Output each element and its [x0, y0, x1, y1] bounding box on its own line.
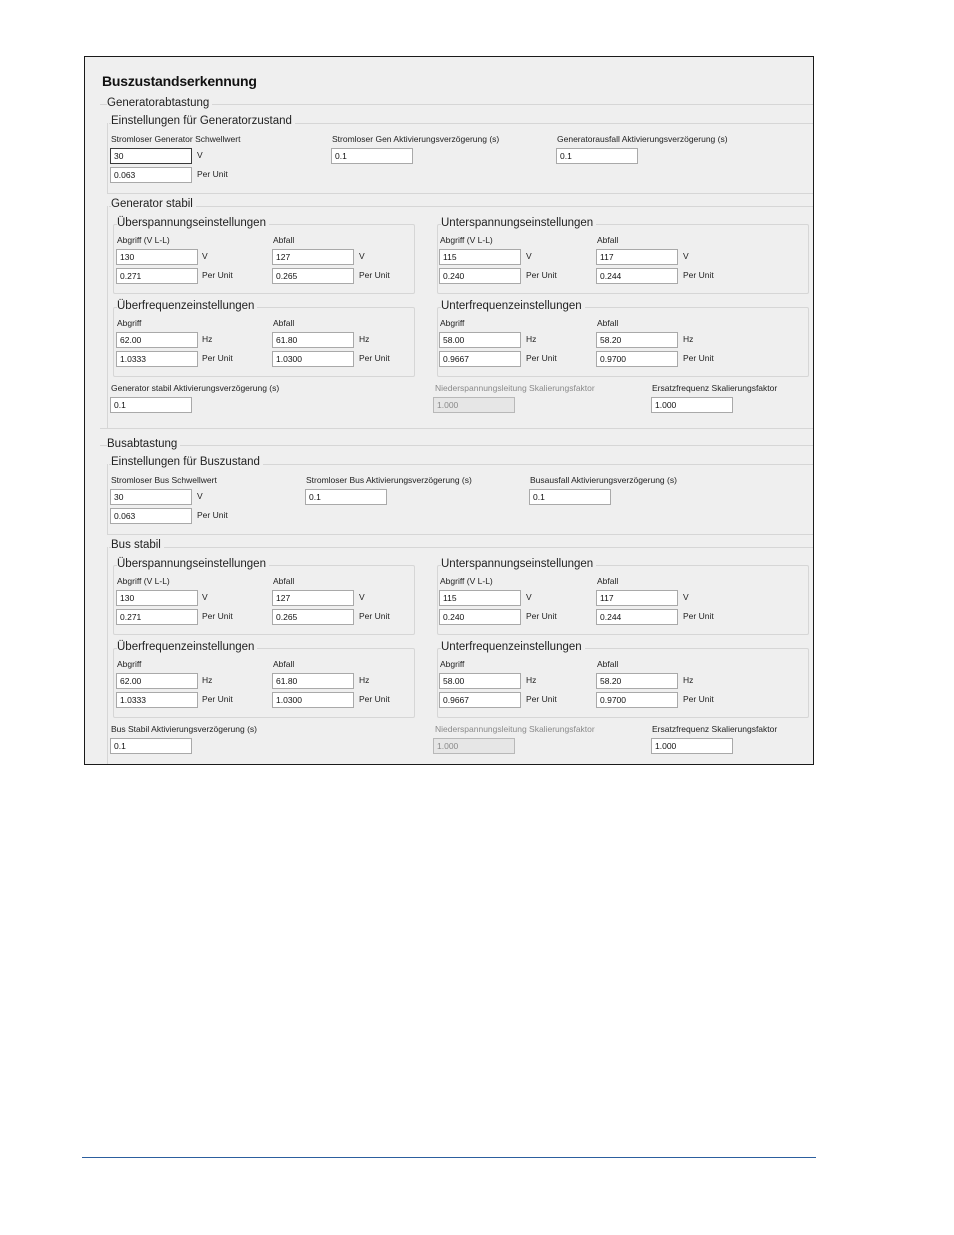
unit-v: V: [202, 251, 208, 261]
dropout-label: Abfall: [597, 318, 619, 328]
bus-uv-dropout-v-input[interactable]: [596, 590, 678, 606]
generator-uv-pickup-v-input[interactable]: [439, 249, 521, 265]
bus-alt-freq-scale-label: Ersatzfrequenz Skalierungsfaktor: [652, 724, 778, 734]
bus-low-line-scale-input: [433, 738, 515, 754]
unit-per-unit: Per Unit: [526, 694, 557, 704]
generator-ov-pickup-pu-input[interactable]: [116, 268, 198, 284]
dropout-label: Abfall: [273, 576, 295, 586]
bus-section-rule: [100, 445, 813, 446]
bus-dead-activation-delay-input[interactable]: [305, 489, 387, 505]
unit-hz: Hz: [202, 334, 213, 344]
unit-per-unit: Per Unit: [202, 270, 233, 280]
bus-uf-pickup-pu-input[interactable]: [439, 692, 521, 708]
unit-per-unit: Per Unit: [683, 270, 714, 280]
generator-failed-delay-label: Generatorausfall Aktivierungsverzögerung (s): [557, 134, 728, 144]
generator-stable-group-rule: [109, 206, 813, 207]
dropout-label: Abfall: [597, 659, 619, 669]
unit-per-unit: Per Unit: [359, 611, 390, 621]
unit-v: V: [197, 491, 203, 501]
bus-low-line-scale-label: Niederspannungsleitung Skalierungsfaktor: [435, 724, 595, 734]
bus-of-pickup-hz-input[interactable]: [116, 673, 198, 689]
generator-failed-delay-input[interactable]: [556, 148, 638, 164]
bus-alt-freq-scale-input[interactable]: [651, 738, 733, 754]
generator-dead-threshold-v-input[interactable]: [110, 148, 192, 164]
generator-ov-dropout-v-input[interactable]: [272, 249, 354, 265]
bus-dead-group-bottom: [107, 534, 813, 535]
unit-per-unit: Per Unit: [683, 353, 714, 363]
unit-v: V: [197, 150, 203, 160]
generator-dead-activation-delay-input[interactable]: [331, 148, 413, 164]
unit-hz: Hz: [683, 334, 694, 344]
bus-uv-pickup-v-input[interactable]: [439, 590, 521, 606]
bus-dead-threshold-label: Stromloser Bus Schwellwert: [111, 475, 217, 485]
bus-of-pickup-pu-input[interactable]: [116, 692, 198, 708]
unit-per-unit: Per Unit: [202, 611, 233, 621]
dropout-label: Abfall: [273, 318, 295, 328]
generator-uf-dropout-hz-input[interactable]: [596, 332, 678, 348]
unit-per-unit: Per Unit: [359, 353, 390, 363]
generator-alt-freq-scale-input[interactable]: [651, 397, 733, 413]
bus-ov-dropout-v-input[interactable]: [272, 590, 354, 606]
generator-uf-pickup-pu-input[interactable]: [439, 351, 521, 367]
bus-stable-group-border: [107, 547, 108, 765]
bus-stable-group-label: Bus stabil: [111, 539, 164, 551]
generator-dead-group-bottom: [107, 193, 813, 194]
unit-per-unit: Per Unit: [202, 353, 233, 363]
bus-of-dropout-hz-input[interactable]: [272, 673, 354, 689]
bus-ov-dropout-pu-input[interactable]: [272, 609, 354, 625]
bus-dead-activation-delay-label: Stromloser Bus Aktivierungsverzögerung (s): [306, 475, 472, 485]
pickup-label: Abgriff: [117, 659, 142, 669]
pickup-label: Abgriff (V L-L): [117, 576, 170, 586]
bus-uf-pickup-hz-input[interactable]: [439, 673, 521, 689]
bus-underfrequency-label: Unterfrequenzeinstellungen: [441, 641, 585, 653]
bus-uv-pickup-pu-input[interactable]: [439, 609, 521, 625]
generator-dead-group-label: Einstellungen für Generatorzustand: [111, 115, 295, 127]
generator-dead-threshold-label: Stromloser Generator Schwellwert: [111, 134, 241, 144]
unit-per-unit: Per Unit: [526, 270, 557, 280]
generator-stable-group-border: [107, 206, 108, 429]
generator-undervoltage-label: Unterspannungseinstellungen: [441, 217, 596, 229]
pickup-label: Abgriff: [440, 659, 465, 669]
unit-hz: Hz: [526, 334, 537, 344]
footer-rule: [82, 1157, 816, 1158]
bus-dead-group-label: Einstellungen für Buszustand: [111, 456, 263, 468]
unit-v: V: [526, 251, 532, 261]
unit-hz: Hz: [202, 675, 213, 685]
generator-low-line-scale-label: Niederspannungsleitung Skalierungsfaktor: [435, 383, 595, 393]
unit-hz: Hz: [359, 334, 370, 344]
unit-v: V: [202, 592, 208, 602]
bus-dead-group-border: [107, 464, 108, 534]
generator-dead-activation-delay-label: Stromloser Gen Aktivierungsverzögerung (s): [332, 134, 500, 144]
unit-per-unit: Per Unit: [359, 270, 390, 280]
pickup-label: Abgriff: [440, 318, 465, 328]
generator-section-label: Generatorabtastung: [107, 97, 212, 109]
bus-condition-detection-panel: [84, 56, 814, 765]
unit-per-unit: Per Unit: [359, 694, 390, 704]
bus-uf-dropout-hz-input[interactable]: [596, 673, 678, 689]
dropout-label: Abfall: [597, 576, 619, 586]
unit-per-unit: Per Unit: [197, 510, 228, 520]
dropout-label: Abfall: [597, 235, 619, 245]
unit-v: V: [683, 251, 689, 261]
unit-v: V: [359, 592, 365, 602]
bus-of-dropout-pu-input[interactable]: [272, 692, 354, 708]
generator-stable-group-label: Generator stabil: [111, 198, 196, 210]
bus-overfrequency-label: Überfrequenzeinstellungen: [117, 641, 257, 653]
dropout-label: Abfall: [273, 659, 295, 669]
pickup-label: Abgriff (V L-L): [440, 235, 493, 245]
generator-underfrequency-label: Unterfrequenzeinstellungen: [441, 300, 585, 312]
bus-ov-pickup-pu-input[interactable]: [116, 609, 198, 625]
unit-v: V: [526, 592, 532, 602]
bus-failed-delay-input[interactable]: [529, 489, 611, 505]
generator-dead-group-border: [107, 123, 108, 193]
bus-undervoltage-label: Unterspannungseinstellungen: [441, 558, 596, 570]
pickup-label: Abgriff (V L-L): [117, 235, 170, 245]
unit-per-unit: Per Unit: [197, 169, 228, 179]
generator-of-dropout-pu-input[interactable]: [272, 351, 354, 367]
bus-stable-delay-input[interactable]: [110, 738, 192, 754]
bus-ov-pickup-v-input[interactable]: [116, 590, 198, 606]
bus-stable-group-rule: [109, 547, 813, 548]
generator-uf-dropout-pu-input[interactable]: [596, 351, 678, 367]
generator-dead-threshold-pu-input[interactable]: [110, 167, 192, 183]
bus-overvoltage-label: Überspannungseinstellungen: [117, 558, 269, 570]
bus-stable-delay-label: Bus Stabil Aktivierungsverzögerung (s): [111, 724, 257, 734]
dropout-label: Abfall: [273, 235, 295, 245]
bus-section-label: Busabtastung: [107, 438, 180, 450]
unit-per-unit: Per Unit: [683, 694, 714, 704]
generator-ov-dropout-pu-input[interactable]: [272, 268, 354, 284]
generator-uv-pickup-pu-input[interactable]: [439, 268, 521, 284]
unit-v: V: [683, 592, 689, 602]
pickup-label: Abgriff: [117, 318, 142, 328]
generator-ov-pickup-v-input[interactable]: [116, 249, 198, 265]
generator-overfrequency-label: Überfrequenzeinstellungen: [117, 300, 257, 312]
pickup-label: Abgriff (V L-L): [440, 576, 493, 586]
unit-hz: Hz: [526, 675, 537, 685]
unit-hz: Hz: [359, 675, 370, 685]
unit-per-unit: Per Unit: [202, 694, 233, 704]
generator-of-pickup-pu-input[interactable]: [116, 351, 198, 367]
page-title: Buszustandserkennung: [102, 73, 257, 89]
bus-uf-dropout-pu-input[interactable]: [596, 692, 678, 708]
unit-per-unit: Per Unit: [526, 611, 557, 621]
generator-section-bottom: [100, 428, 813, 429]
unit-v: V: [359, 251, 365, 261]
bus-failed-delay-label: Busausfall Aktivierungsverzögerung (s): [530, 475, 677, 485]
bus-uv-dropout-pu-input[interactable]: [596, 609, 678, 625]
generator-alt-freq-scale-label: Ersatzfrequenz Skalierungsfaktor: [652, 383, 778, 393]
generator-stable-delay-input[interactable]: [110, 397, 192, 413]
generator-of-pickup-hz-input[interactable]: [116, 332, 198, 348]
generator-of-dropout-hz-input[interactable]: [272, 332, 354, 348]
generator-uv-dropout-v-input[interactable]: [596, 249, 678, 265]
generator-uv-dropout-pu-input[interactable]: [596, 268, 678, 284]
generator-uf-pickup-hz-input[interactable]: [439, 332, 521, 348]
unit-hz: Hz: [683, 675, 694, 685]
unit-per-unit: Per Unit: [683, 611, 714, 621]
unit-per-unit: Per Unit: [526, 353, 557, 363]
generator-low-line-scale-input: [433, 397, 515, 413]
bus-dead-threshold-pu-input[interactable]: [110, 508, 192, 524]
generator-stable-delay-label: Generator stabil Aktivierungsverzögerung (s): [111, 383, 280, 393]
generator-overvoltage-label: Überspannungseinstellungen: [117, 217, 269, 229]
bus-dead-threshold-v-input[interactable]: [110, 489, 192, 505]
